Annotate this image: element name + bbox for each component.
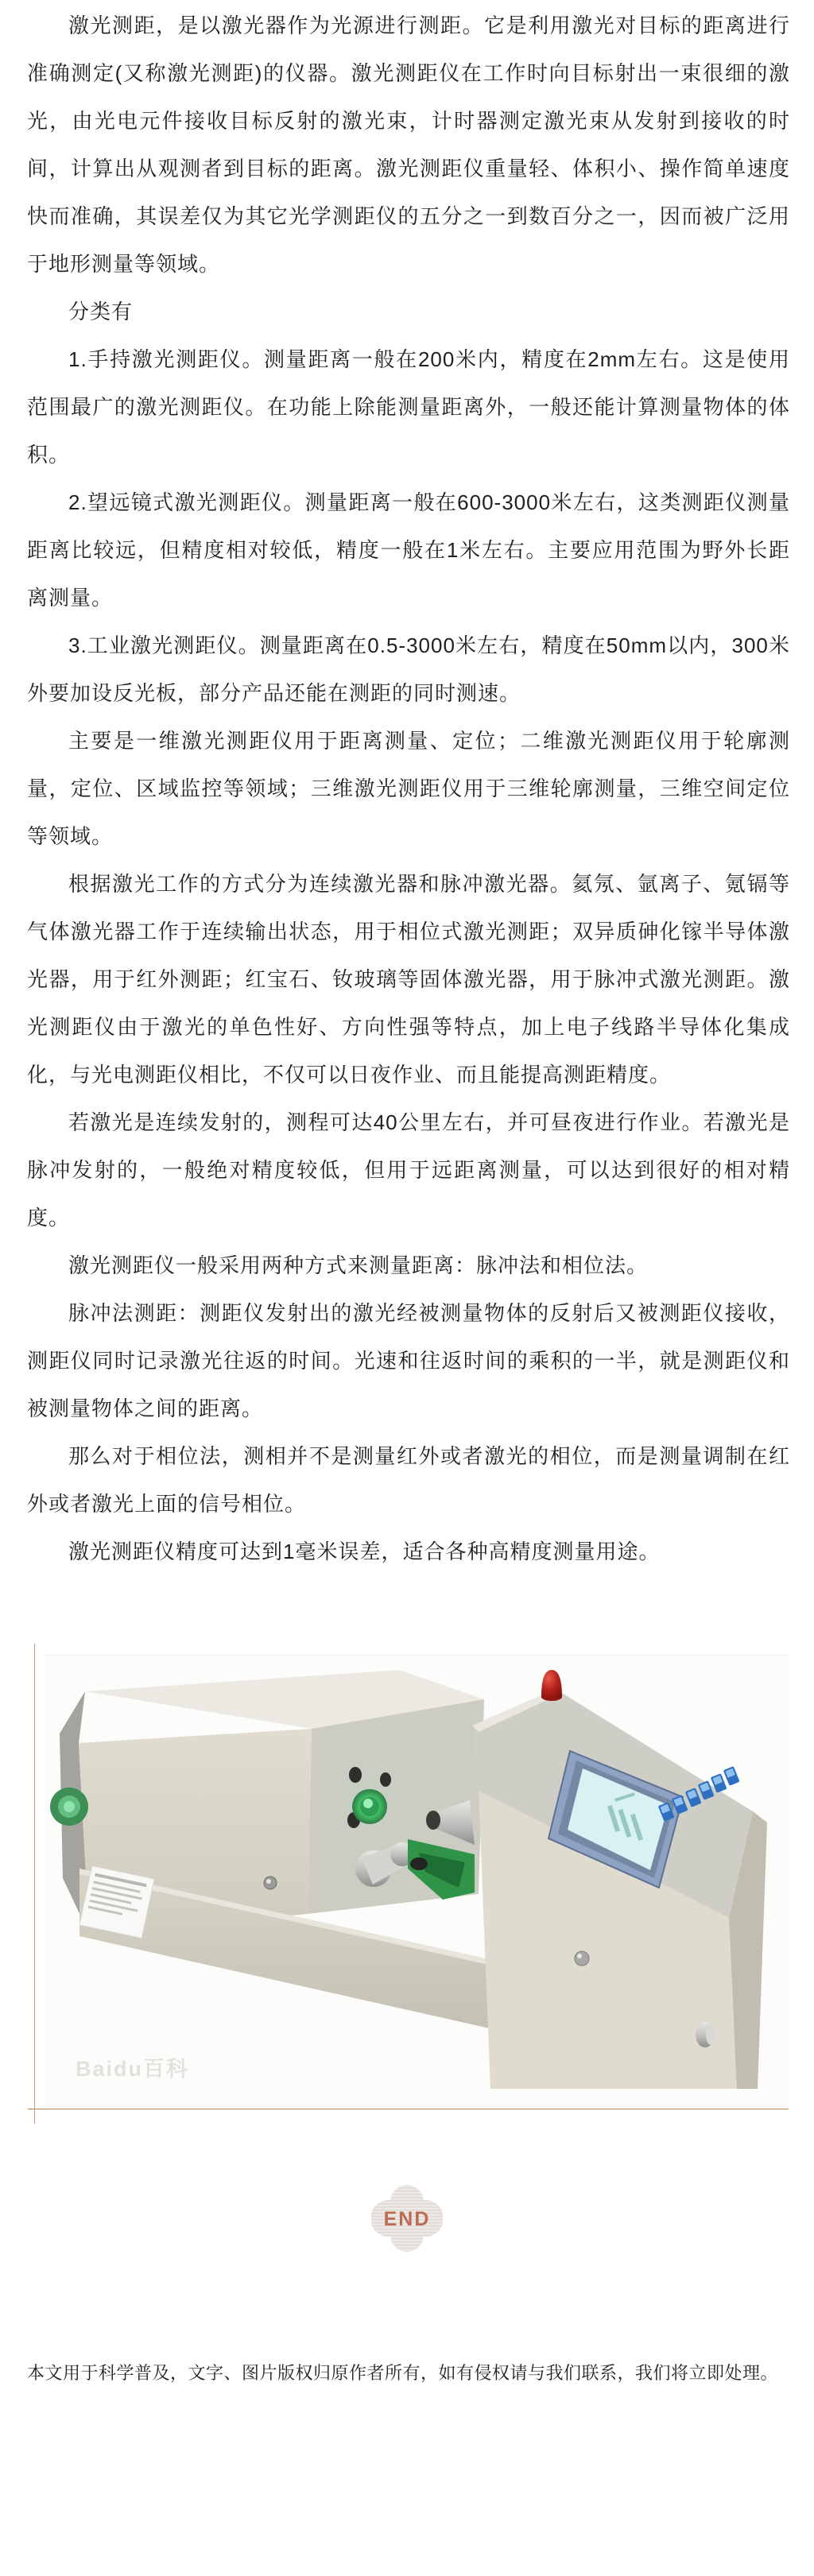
power-lamp-icon xyxy=(541,1670,562,1701)
screw-highlight xyxy=(577,1954,582,1958)
paragraph: 3.工业激光测距仪。测量距离在0.5-3000米左右，精度在50mm以内，300米外要加设反光板，部分产品还能在测距的同时测速。 xyxy=(27,633,790,705)
article-body xyxy=(0,2,814,1644)
paragraph: 激光测距仪一般采用两种方式来测量距离：脉冲法和相位法。 xyxy=(68,1253,649,1277)
paragraph: 若激光是连续发射的，测程可达40公里左右，并可昼夜进行作业。若激光是脉冲发射的，一般绝对精度较低，但用于远距离测量，可以达到很好的相对精度。 xyxy=(27,1110,790,1230)
screw xyxy=(575,1951,589,1966)
paragraph: 1.手持激光测距仪。测量距离一般在200米内，精度在2mm左右。这是使用范围最广的激光测距仪。在功能上除能测量距离外，一般还能计算测量物体的体积。 xyxy=(27,347,790,467)
left-lens-flange xyxy=(50,1788,88,1826)
laser-rangefinder-illustration xyxy=(45,1656,789,2107)
paragraph: 激光测距，是以激光器作为光源进行测距。它是利用激光对目标的距离进行准确测定(又称激光测距)的仪器。激光测距仪在工作时向目标射出一束很细的激光，由光电元件接收目标反射的激光束，计时器测定激光束从发射到接收的时间，计算出从观测者到目标的距离。激光测距仪重量轻、体积小、操作简单速度快而准确，其误差仅为其它光学测距仪的五分之一到数百分之一，因而被广泛用于地形测量等领域。 xyxy=(27,14,790,276)
paragraph: 分类有 xyxy=(68,300,134,323)
paragraph: 脉冲法测距：测距仪发射出的激光经被测量物体的反射后又被测距仪接收，测距仪同时记录激光往返的时间。光速和往返时间的乘积的一半，就是测距仪和被测量物体之间的距离。 xyxy=(27,1301,790,1420)
paragraph: 主要是一维激光测距仪用于距离测量、定位；二维激光测距仪用于轮廓测量，定位、区域监控等领域；三维激光测距仪用于三维轮廓测量，三维空间定位等领域。 xyxy=(27,729,790,848)
keypad-button xyxy=(723,1766,740,1786)
baidu-baike-watermark: Baidu百科 xyxy=(76,2057,190,2081)
paragraph: 2.望远镜式激光测距仪。测量距离一般在600-3000米左右，这类测距仪测量距离比较远，但精度相对较低，精度一般在1米左右。主要应用范围为野外长距离测量。 xyxy=(27,490,790,610)
footer-disclaimer: 本文用于科学普及，文字、图片版权归原作者所有，如有侵权请与我们联系，我们将立即处理。 xyxy=(27,2363,779,2383)
side-knob xyxy=(696,2022,717,2047)
end-label: END xyxy=(383,2208,431,2230)
screw-highlight xyxy=(266,1879,271,1884)
paragraph: 激光测距仪精度可达到1毫米误差，适合各种高精度测量用途。 xyxy=(68,1540,661,1563)
paragraph: 那么对于相位法，测相并不是测量红外或者激光的相位，而是测量调制在红外或者激光上面的信号相位。 xyxy=(27,1444,790,1516)
figure-frame-left-line xyxy=(34,1644,35,2124)
end-badge xyxy=(371,2183,443,2254)
spec-label xyxy=(79,1866,154,1939)
laser-rangefinder-photo xyxy=(45,1655,789,2107)
paragraph: 根据激光工作的方式分为连续激光器和脉冲激光器。氦氖、氩离子、氪镉等气体激光器工作于连续输出状态，用于相位式激光测距；双异质砷化镓半导体激光器，用于红外测距；红宝石、钕玻璃等固体激光器，用于脉冲式激光测距。激光测距仪由于激光的单色性好、方向性强等特点，加上电子线路半导体化集成化，与光电测距仪相比，不仅可以日夜作业、而且能提高测距精度。 xyxy=(27,872,790,1087)
console-unit xyxy=(472,1689,767,2089)
